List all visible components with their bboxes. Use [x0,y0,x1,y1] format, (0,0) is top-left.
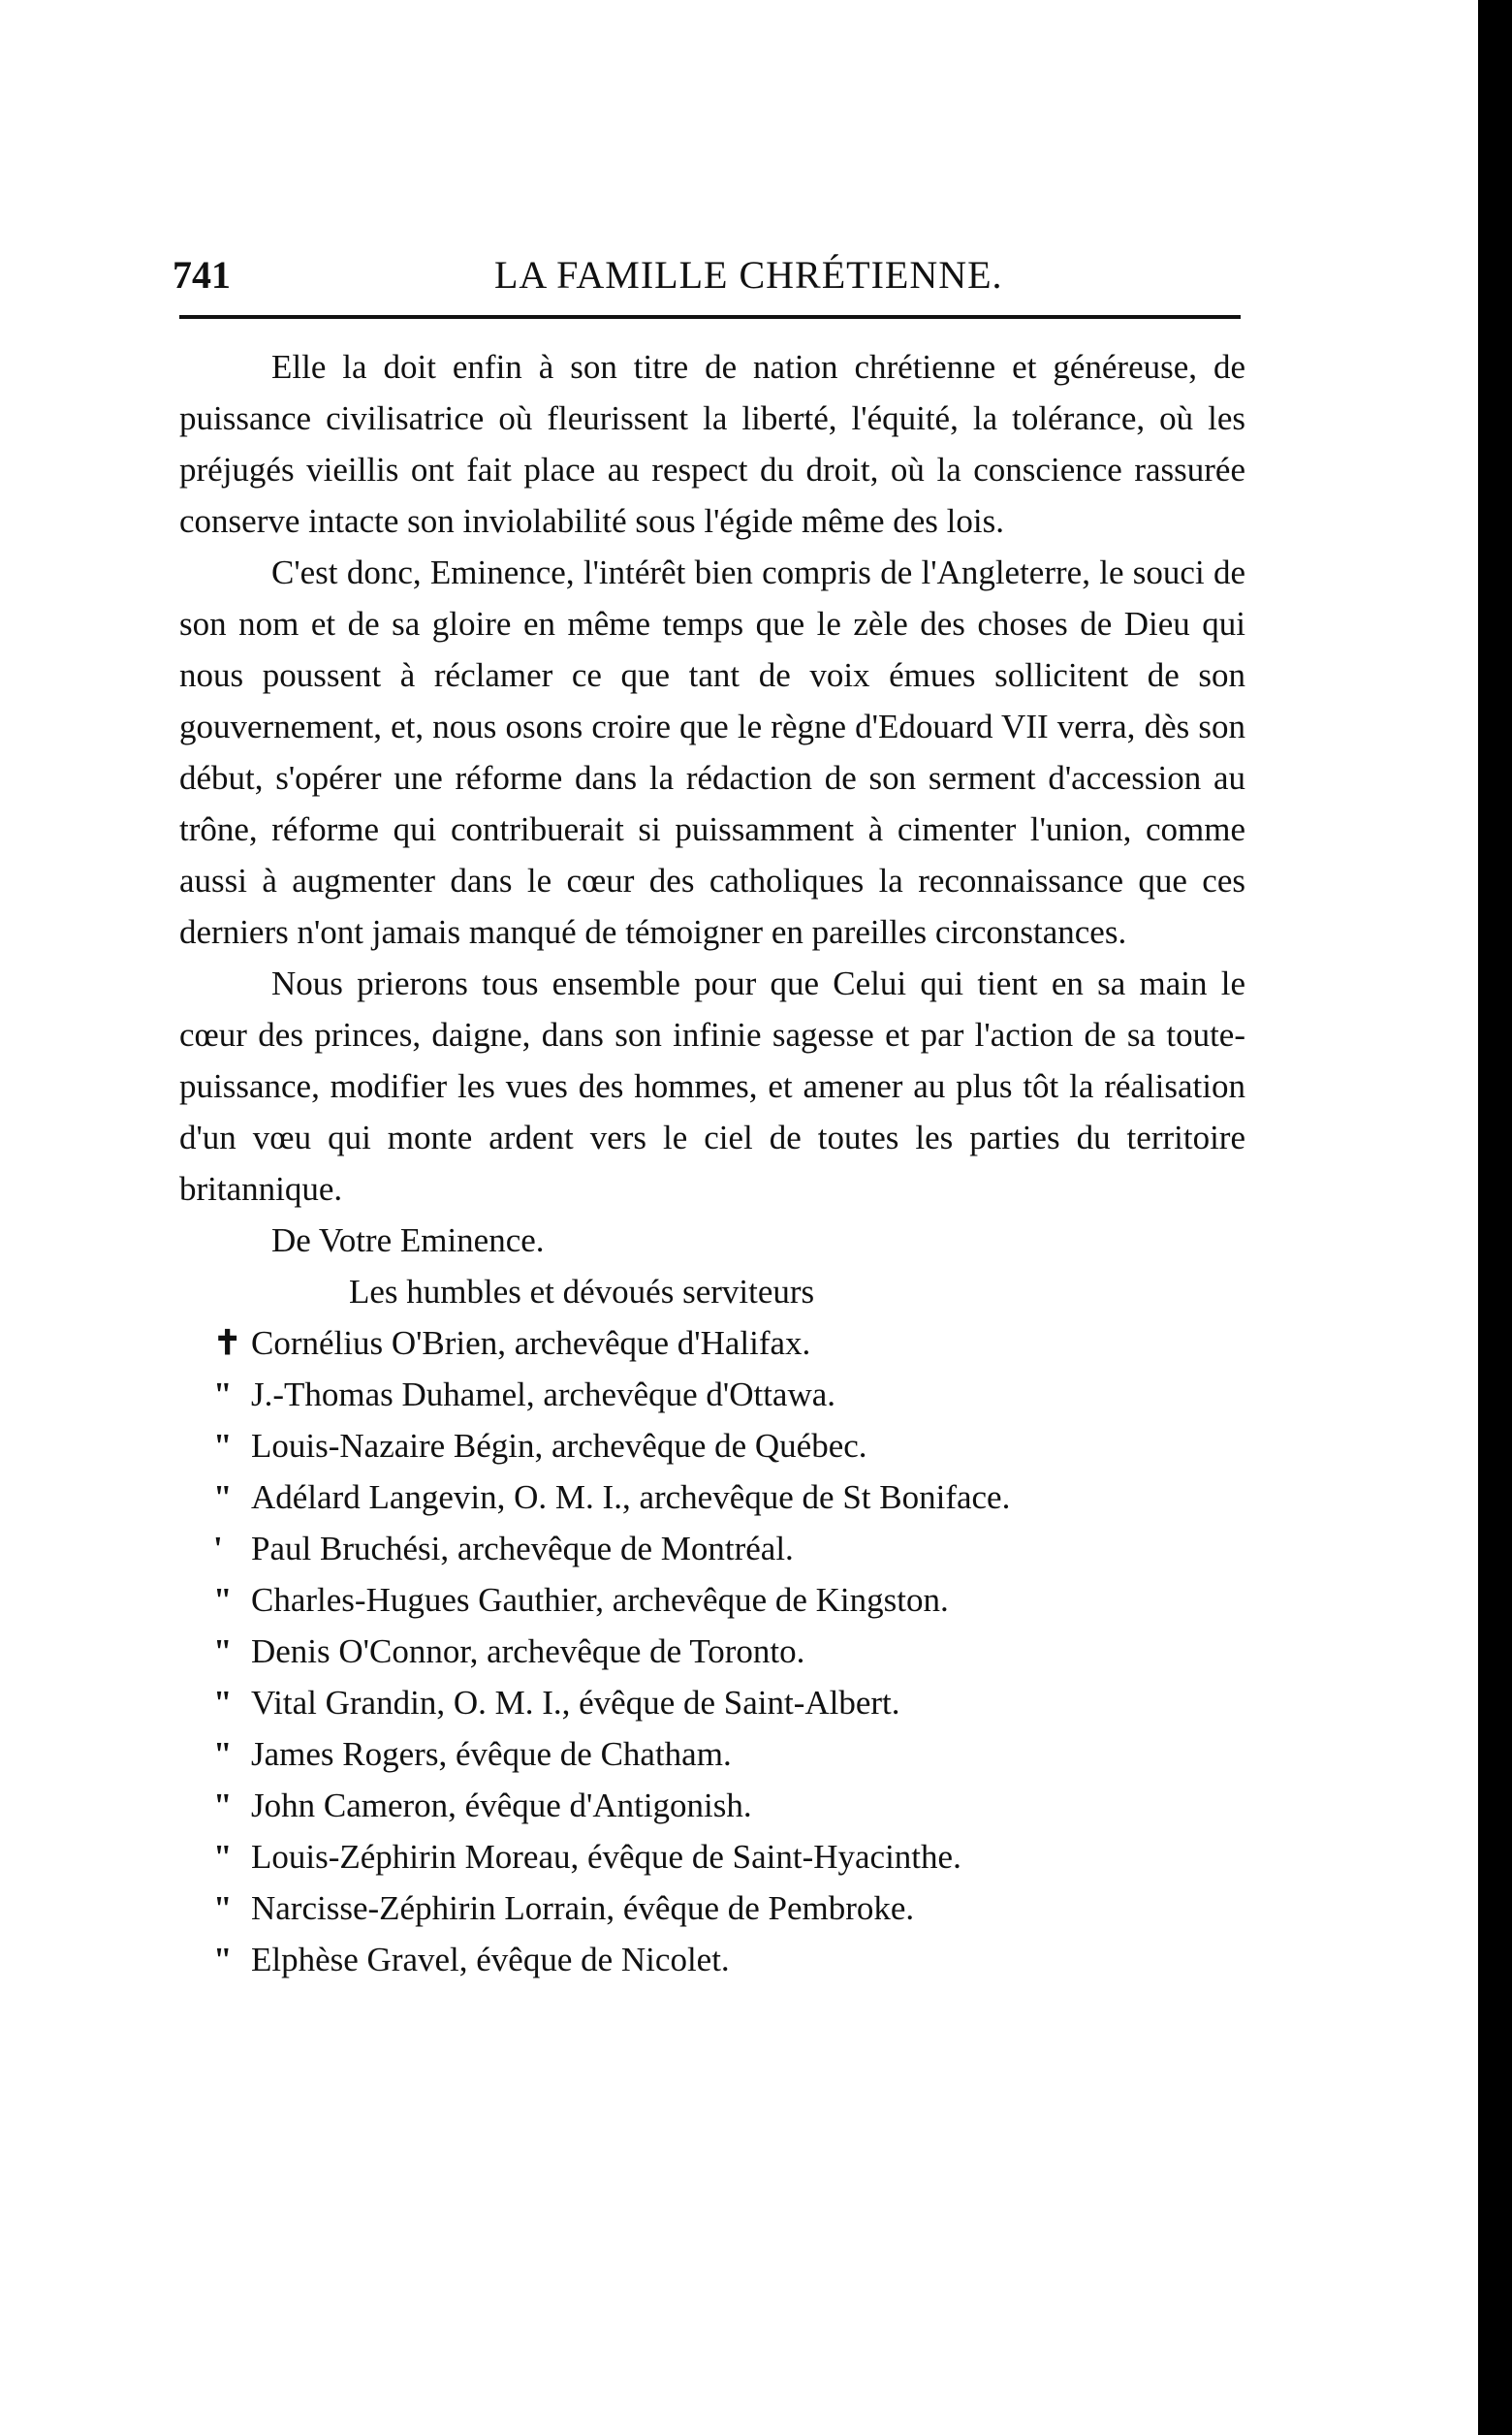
page-header [165,252,1250,300]
ditto-mark: " [213,1376,233,1413]
sign-off: Les humbles et dévoués serviteurs [349,1273,815,1311]
ditto-mark: " [213,1478,233,1516]
signatory-text: Paul Bruchési, archevêque de Montréal. [251,1530,794,1567]
signatory-text: Narcisse-Zéphirin Lorrain, évêque de Pembroke. [251,1889,915,1927]
ditto-mark: " [213,1684,233,1722]
paragraph: Elle la doit enfin à son titre de nation chrétienne et généreuse, de puissance civilisatrice où fleurissent la liberté, l'équité, la tolérance, où les préjugés vieillis ont fait place au respect du droit, où la conscience rassurée conserve intacte son inviolabilité sous l'égide même des lois. [179,348,1245,540]
ditto-mark: " [213,1632,233,1670]
ditto-mark: " [213,1735,233,1773]
signatory [179,1882,1245,1934]
signatory-list [179,1317,1245,1985]
signatory [179,1728,1245,1780]
signatory-text: Elphèse Gravel, évêque de Nicolet. [251,1941,730,1978]
signatory [179,1471,1245,1523]
cross-icon: ✝ [213,1324,242,1362]
ditto-mark: " [213,1889,233,1927]
signatory [179,1626,1245,1677]
paragraph: C'est donc, Eminence, l'intérêt bien compris de l'Angleterre, le souci de son nom et de sa gloire en même temps que le zèle des choses de Dieu qui nous poussent à réclamer ce que tant de voix émues sollicitent de son gouvernement, et, nous osons croire que le règne d'Edouard VII verra, dès son début, s'opérer une réforme dans la rédaction de son serment d'accession au trône, réforme qui contribuerait si puissamment à cimenter l'union, comme aussi à augmenter dans le cœur des catholiques la reconnaissance que ces derniers n'ont jamais manqué de témoigner en pareilles circonstances. [179,553,1245,951]
signatory [179,1369,1245,1420]
signatory-text: John Cameron, évêque d'Antigonish. [251,1787,752,1824]
signatory-text: Adélard Langevin, O. M. I., archevêque de St Boniface. [251,1478,1011,1516]
signatory-text: Denis O'Connor, archevêque de Toronto. [251,1632,805,1670]
signatory [179,1420,1245,1471]
page-number: 741 [173,253,231,297]
ditto-mark: " [213,1581,233,1619]
signatory [179,1574,1245,1626]
closing-salutation: De Votre Eminence. [271,1221,545,1259]
ditto-mark: " [213,1427,233,1465]
ditto-mark: " [213,1941,233,1978]
signatory-text: Vital Grandin, O. M. I., évêque de Saint-Albert. [251,1684,900,1722]
page-body [179,341,1245,1985]
signatory-text: Louis-Zéphirin Moreau, évêque de Saint-Hyacinthe. [251,1838,961,1876]
signatory-text: J.-Thomas Duhamel, archevêque d'Ottawa. [251,1376,836,1413]
ditto-mark: " [213,1838,233,1876]
signatory [179,1317,1245,1369]
signatory [179,1934,1245,1985]
signatory [179,1780,1245,1831]
signatory [179,1677,1245,1728]
signatory-text: James Rogers, évêque de Chatham. [251,1735,732,1773]
scan-edge [1478,0,1512,2435]
signatory [179,1523,1245,1574]
header-rule [179,315,1241,319]
signatory-text: Charles-Hugues Gauthier, archevêque de Kingston. [251,1581,949,1619]
ditto-mark: ' [213,1530,223,1567]
signatory-text: Louis-Nazaire Bégin, archevêque de Québec. [251,1427,867,1465]
paragraph: Nous prierons tous ensemble pour que Celui qui tient en sa main le cœur des princes, daigne, dans son infinie sagesse et par l'action de sa toute-puissance, modifier les vues des hommes, et amener au plus tôt la réalisation d'un vœu qui monte ardent vers le ciel de toutes les parties du territoire britannique. [179,965,1245,1208]
ditto-mark: " [213,1787,233,1824]
signatory-text: Cornélius O'Brien, archevêque d'Halifax. [251,1324,811,1362]
signatory [179,1831,1245,1882]
running-title: LA FAMILLE CHRÉTIENNE. [494,253,1003,297]
